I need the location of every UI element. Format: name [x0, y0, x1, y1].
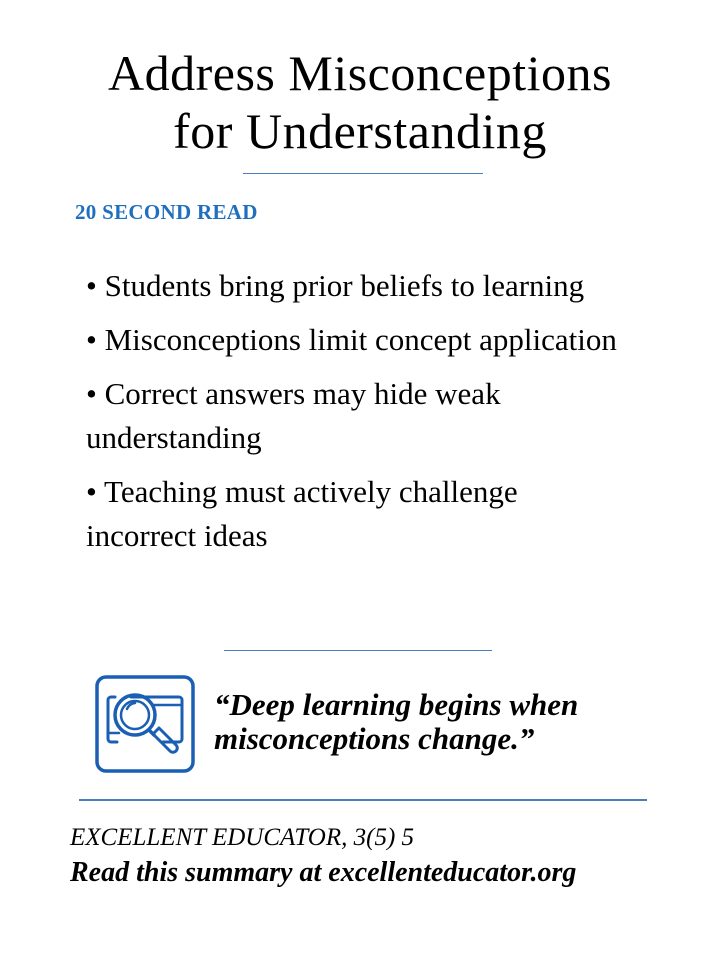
list-item: • Misconceptions limit concept application: [86, 322, 617, 357]
pull-quote: “Deep learning begins when misconceptions change.”: [214, 687, 579, 756]
list-item: • Correct answers may hide weak understanding: [86, 376, 501, 455]
title-line-1: Address Misconceptions: [108, 45, 612, 101]
read-time-label: 20 SECOND READ: [75, 200, 258, 224]
title-divider: [243, 173, 483, 174]
quote-divider: [79, 799, 647, 801]
list-item: • Teaching must actively challenge incorrect ideas: [86, 474, 518, 553]
magnifier-over-screen-icon: [95, 675, 195, 773]
list-item: • Students bring prior beliefs to learning: [86, 268, 585, 303]
summary-link[interactable]: Read this summary at excellenteducator.org: [70, 857, 577, 888]
page-title: [0, 44, 720, 160]
list-divider: [224, 650, 492, 651]
summary-list: [86, 264, 626, 568]
citation: EXCELLENT EDUCATOR, 3(5) 5: [70, 824, 415, 851]
title-line-2: for Understanding: [173, 103, 547, 159]
